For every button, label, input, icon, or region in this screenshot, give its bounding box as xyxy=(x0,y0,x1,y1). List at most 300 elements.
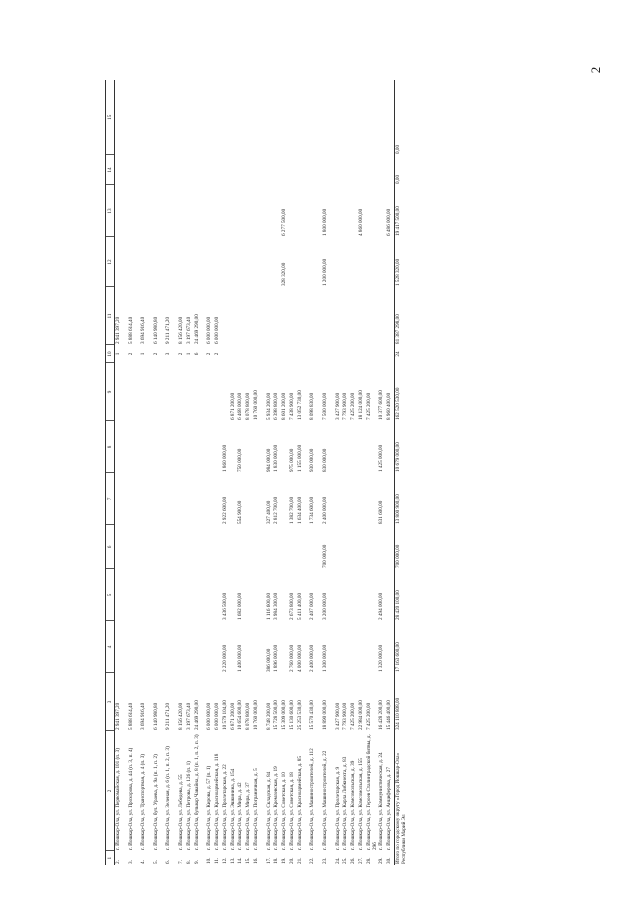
column-header-3: 3 xyxy=(106,673,115,731)
column-header-9: 9 xyxy=(106,363,115,421)
value-cell xyxy=(335,287,343,345)
value-cell: 18 124 000,00 xyxy=(357,390,364,420)
value-cell: 1 860 000,00 xyxy=(221,444,228,472)
value-cell xyxy=(178,621,186,673)
value-cell xyxy=(253,473,266,525)
value-cell xyxy=(245,237,253,287)
value-cell xyxy=(230,621,238,673)
address-cell: г. Йошкар-Ола, ул. Транспортная, д. 4 (п. 3) xyxy=(140,753,147,850)
row-number: 18. xyxy=(273,857,280,864)
row-number: 24. xyxy=(334,857,341,864)
address-cell: г. Йошкар-Ола, ул. Машиностроителей, д. 22 xyxy=(321,750,328,850)
table-row xyxy=(358,80,366,865)
value-cell xyxy=(186,421,194,473)
value-cell: 830 000,00 xyxy=(321,448,328,472)
value-cell xyxy=(222,345,230,363)
value-cell xyxy=(186,155,194,185)
value-cell: 6 000 000,00 xyxy=(206,702,213,730)
value-cell xyxy=(237,525,245,569)
value-cell xyxy=(186,237,194,287)
value-cell xyxy=(214,237,222,287)
value-cell xyxy=(253,621,266,673)
value-cell xyxy=(178,473,186,525)
table-row xyxy=(342,80,350,865)
value-cell xyxy=(366,569,379,621)
address-cell: г. Йошкар-Ола, ул. Складская, д. 84 xyxy=(265,771,272,850)
value-cell: 3 427 900,00 xyxy=(334,702,341,730)
column-header-4: 4 xyxy=(106,621,115,673)
row-number: 8. xyxy=(185,860,192,864)
value-cell xyxy=(350,80,358,155)
value-cell xyxy=(230,80,238,155)
column-header-11: 11 xyxy=(106,287,115,345)
value-cell: 3 694 916,40 xyxy=(140,702,147,730)
row-number: 10. xyxy=(206,857,213,864)
value-cell: 13 052 730,00 xyxy=(296,390,303,420)
value-cell xyxy=(386,287,394,345)
value-cell xyxy=(245,345,253,363)
value-cell xyxy=(350,473,358,525)
table-row xyxy=(178,80,186,865)
value-cell xyxy=(230,525,238,569)
value-cell xyxy=(350,621,358,673)
row-number: 6. xyxy=(165,860,172,864)
value-cell xyxy=(214,569,222,621)
address-cell: г. Йошкар-Ола, ул. Зеленая, д. 6 (п. 1, п. 2, п. 3) xyxy=(165,746,172,850)
value-cell xyxy=(281,421,289,473)
value-cell xyxy=(214,421,222,473)
row-number: 3. xyxy=(127,860,134,864)
table-row xyxy=(165,80,178,865)
value-cell xyxy=(245,525,253,569)
value-cell: 10 760 000,00 xyxy=(252,390,259,420)
value-cell xyxy=(281,525,289,569)
value-cell xyxy=(165,473,178,525)
value-cell xyxy=(230,345,238,363)
total-value-cell: 0,00 xyxy=(394,80,407,155)
value-cell: 2 xyxy=(152,352,159,356)
value-cell: 10 760 000,00 xyxy=(252,700,259,730)
value-cell: 1 116 600,00 xyxy=(265,592,272,620)
value-cell xyxy=(253,421,266,473)
value-cell xyxy=(230,569,238,621)
table-row xyxy=(206,80,214,865)
value-cell: 2 812 700,00 xyxy=(273,496,280,524)
value-cell xyxy=(273,185,281,237)
value-cell xyxy=(342,345,350,363)
value-cell xyxy=(214,525,222,569)
value-cell xyxy=(273,525,281,569)
value-cell xyxy=(153,525,166,569)
value-cell xyxy=(289,155,297,185)
value-cell xyxy=(214,155,222,185)
address-cell: г. Йошкар-Ола, ул. Пограничная, д. 5 xyxy=(252,768,259,850)
value-cell: 831 600,00 xyxy=(378,500,385,524)
value-cell xyxy=(128,525,141,569)
value-cell xyxy=(358,287,366,345)
financing-table xyxy=(105,80,407,865)
value-cell xyxy=(128,621,141,673)
value-cell: 16 428 200,00 xyxy=(378,700,385,730)
value-cell xyxy=(335,345,343,363)
value-cell xyxy=(165,363,178,421)
address-cell: г. Йошкар-Ола, ул. Советская, д. 10 xyxy=(281,772,288,850)
value-cell xyxy=(230,287,238,345)
row-number: 12. xyxy=(221,857,228,864)
value-cell xyxy=(253,525,266,569)
value-cell xyxy=(342,421,350,473)
value-cell xyxy=(153,473,166,525)
value-cell xyxy=(266,80,274,155)
value-cell xyxy=(335,155,343,185)
value-cell xyxy=(358,237,366,287)
value-cell xyxy=(366,525,379,569)
value-cell xyxy=(342,287,350,345)
value-cell: 3 197 673,40 xyxy=(185,702,192,730)
value-cell: 2 941 397,20 xyxy=(115,316,121,344)
value-cell: 1 682 000,00 xyxy=(237,592,244,620)
row-number: 29. xyxy=(378,857,385,864)
row-number: 11. xyxy=(213,857,220,864)
column-header-1: 1 xyxy=(106,851,115,865)
value-cell xyxy=(289,185,297,237)
value-cell xyxy=(350,237,358,287)
value-cell xyxy=(350,155,358,185)
value-cell xyxy=(281,345,289,363)
value-cell: 9 211 471,20 xyxy=(165,702,172,730)
total-value-cell: 0,00 xyxy=(394,155,407,185)
table-row xyxy=(366,80,379,865)
value-cell xyxy=(378,185,386,237)
value-cell xyxy=(194,80,207,155)
value-cell: 2 xyxy=(206,352,213,356)
value-cell xyxy=(165,185,178,237)
value-cell: 8 098 830,00 xyxy=(309,392,316,420)
value-cell xyxy=(378,80,386,155)
value-cell xyxy=(358,155,366,185)
value-cell: 2 xyxy=(213,352,220,356)
value-cell xyxy=(128,569,141,621)
address-cell: г. Йошкар-Ола, ул. Советская, д. 18 xyxy=(288,772,295,850)
value-cell xyxy=(153,363,166,421)
table-row xyxy=(378,80,386,865)
value-cell xyxy=(214,621,222,673)
value-cell xyxy=(245,421,253,473)
total-value-cell: 81 387 298,00 xyxy=(394,287,407,345)
value-cell xyxy=(178,80,186,155)
value-cell: 3 984 300,00 xyxy=(273,592,280,620)
value-cell xyxy=(178,185,186,237)
table-row xyxy=(153,80,166,865)
value-cell: 7 793 900,00 xyxy=(342,392,349,420)
value-cell xyxy=(165,569,178,621)
value-cell xyxy=(297,185,310,237)
value-cell xyxy=(342,473,350,525)
table-row xyxy=(245,80,253,865)
value-cell xyxy=(128,237,141,287)
value-cell xyxy=(206,473,214,525)
value-cell xyxy=(358,621,366,673)
value-cell xyxy=(237,287,245,345)
column-header-13: 13 xyxy=(106,185,115,237)
value-cell xyxy=(342,155,350,185)
column-header-12: 12 xyxy=(106,237,115,287)
row-number: 9. xyxy=(193,860,200,864)
value-cell xyxy=(206,237,214,287)
column-header-2: 2 xyxy=(106,731,115,851)
value-cell xyxy=(281,473,289,525)
value-cell xyxy=(153,185,166,237)
column-header-5: 5 xyxy=(106,569,115,621)
value-cell: 8 601 200,00 xyxy=(281,392,288,420)
value-cell: 3 200 000,00 xyxy=(321,592,328,620)
row-number: 17. xyxy=(265,857,272,864)
value-cell: 1 896 000,00 xyxy=(273,644,280,672)
value-cell xyxy=(222,525,230,569)
row-number: 19. xyxy=(281,857,288,864)
value-cell xyxy=(309,80,322,155)
value-cell: 5 888 614,40 xyxy=(127,702,134,730)
value-cell xyxy=(297,345,310,363)
value-cell xyxy=(206,80,214,155)
value-cell xyxy=(165,80,178,155)
value-cell: 1 320 000,00 xyxy=(378,644,385,672)
value-cell xyxy=(115,155,128,185)
value-cell xyxy=(253,155,266,185)
value-cell: 6 486 000,00 xyxy=(386,208,393,236)
address-cell: г. Йошкар-Ола, ул. Кремлевская, д. 19 xyxy=(273,766,280,850)
value-cell xyxy=(281,621,289,673)
address-cell: г. Йошкар-Ола, ул. Красноармейская, д. 118 xyxy=(213,753,220,850)
value-cell xyxy=(350,345,358,363)
value-cell: 1 300 000,00 xyxy=(321,644,328,672)
value-cell xyxy=(266,525,274,569)
total-value-cell: 700 000,00 xyxy=(394,525,407,569)
value-cell xyxy=(245,80,253,155)
table-row xyxy=(186,80,194,865)
value-cell xyxy=(253,185,266,237)
value-cell: 5 411 400,00 xyxy=(296,592,303,620)
value-cell xyxy=(230,185,238,237)
value-cell xyxy=(266,155,274,185)
row-number: 4. xyxy=(140,860,147,864)
total-value-cell: 28 420 100,00 xyxy=(394,569,407,621)
value-cell: 6 398 800,00 xyxy=(273,392,280,420)
value-cell xyxy=(378,155,386,185)
value-cell: 6 140 980,80 xyxy=(152,316,159,344)
value-cell xyxy=(335,525,343,569)
table-row xyxy=(140,80,153,865)
value-cell: 1 xyxy=(115,352,121,356)
value-cell xyxy=(206,421,214,473)
value-cell: 2 407 000,00 xyxy=(309,592,316,620)
table-row xyxy=(194,80,207,865)
address-cell: г. Йошкар-Ола, ул. Пролетарская, д. 22 xyxy=(221,764,228,850)
table-row xyxy=(253,80,266,865)
value-cell: 6 000 000,00 xyxy=(213,316,220,344)
address-cell: г. Йошкар-Ола, ул. Кирова, д. 57 (п. 1) xyxy=(206,765,213,850)
value-cell xyxy=(322,155,335,185)
value-cell xyxy=(165,525,178,569)
table-row xyxy=(386,80,394,865)
value-cell: 7 500 000,00 xyxy=(321,392,328,420)
value-cell: 5 888 614,40 xyxy=(127,316,134,344)
value-cell xyxy=(297,155,310,185)
value-cell xyxy=(386,237,394,287)
value-cell: 8 156 420,00 xyxy=(177,702,184,730)
address-cell: г. Йошкар-Ола, ул. Машиностроителей, д. 112 xyxy=(309,748,316,850)
total-value-cell: 324 110 808,00 xyxy=(394,673,407,731)
value-cell xyxy=(366,237,379,287)
value-cell xyxy=(237,345,245,363)
value-cell: 6 871 200,00 xyxy=(229,392,236,420)
value-cell xyxy=(386,525,394,569)
value-cell xyxy=(309,525,322,569)
value-cell xyxy=(206,621,214,673)
column-header-6: 6 xyxy=(106,525,115,569)
address-cell: г. Йошкар-Ола, ул. Эшкинина, д. 154 xyxy=(229,768,236,850)
value-cell xyxy=(230,421,238,473)
table-row xyxy=(237,80,245,865)
value-cell xyxy=(386,421,394,473)
value-cell xyxy=(206,185,214,237)
value-cell xyxy=(253,345,266,363)
address-cell: г. Йошкар-Ола, ул. Комсомольская, д. 155 xyxy=(357,758,364,850)
value-cell xyxy=(206,363,214,421)
value-cell: 24 469 290,00 xyxy=(193,700,200,730)
address-cell: г. Йошкар-Ола, ул. Мира, д. 37 xyxy=(245,782,252,850)
value-cell xyxy=(342,525,350,569)
value-cell: 3 xyxy=(165,352,172,356)
value-cell xyxy=(178,363,186,421)
value-cell xyxy=(194,569,207,621)
value-cell: 2 400 000,00 xyxy=(321,496,328,524)
row-number: 15. xyxy=(245,857,252,864)
value-cell xyxy=(289,287,297,345)
table-row xyxy=(266,80,274,865)
value-cell: 8 748 200,00 xyxy=(265,702,272,730)
value-cell: 7 425 200,00 xyxy=(350,392,357,420)
value-cell xyxy=(322,80,335,155)
value-cell xyxy=(289,345,297,363)
address-cell: г. Йошкар-Ола, бул. Ураева, д. 9а (п. 1, п. 2) xyxy=(152,754,159,850)
value-cell xyxy=(350,421,358,473)
value-cell: 5 934 200,00 xyxy=(265,392,272,420)
value-cell: 9 211 471,20 xyxy=(165,316,172,344)
value-cell xyxy=(386,473,394,525)
value-cell xyxy=(378,345,386,363)
value-cell: 4 860 000,00 xyxy=(357,208,364,236)
value-cell xyxy=(245,473,253,525)
value-cell xyxy=(115,421,128,473)
value-cell xyxy=(378,525,386,569)
value-cell: 22 984 000,00 xyxy=(357,700,364,730)
value-cell: 3 436 500,00 xyxy=(221,592,228,620)
value-cell xyxy=(358,525,366,569)
value-cell: 8 078 800,00 xyxy=(245,702,252,730)
row-number: 2. xyxy=(115,860,121,864)
total-row xyxy=(394,80,407,865)
value-cell xyxy=(194,185,207,237)
value-cell xyxy=(115,473,128,525)
value-cell xyxy=(350,569,358,621)
value-cell xyxy=(335,237,343,287)
table-row xyxy=(281,80,289,865)
value-cell xyxy=(335,473,343,525)
value-cell xyxy=(335,569,343,621)
table-row xyxy=(322,80,335,865)
value-cell xyxy=(297,525,310,569)
value-cell: 1 734 600,00 xyxy=(309,496,316,524)
value-cell: 6 871 200,00 xyxy=(229,702,236,730)
value-cell: 4 000 000,00 xyxy=(296,644,303,672)
value-cell xyxy=(309,185,322,237)
value-cell: 7 793 900,00 xyxy=(342,702,349,730)
value-cell: 15 130 600,00 xyxy=(288,700,295,730)
value-cell: 2 xyxy=(177,352,184,356)
value-cell xyxy=(386,569,394,621)
address-cell: г. Йошкар-Ола, ул. Мира, д. 42 xyxy=(237,782,244,850)
value-cell xyxy=(335,185,343,237)
value-cell: 2 494 000,00 xyxy=(378,592,385,620)
value-cell xyxy=(253,569,266,621)
value-cell: 1 400 000,00 xyxy=(237,644,244,672)
value-cell xyxy=(186,185,194,237)
address-cell: г. Йошкар-Ола, ул. Лебедева, д. 55 xyxy=(177,774,184,850)
column-header-7: 7 xyxy=(106,473,115,525)
table-row xyxy=(273,80,281,865)
address-cell: г. Йошкар-Ола, ул. Пролетарская, д. 9 xyxy=(334,766,341,850)
value-cell xyxy=(309,155,322,185)
value-cell: 6 140 980,80 xyxy=(152,702,159,730)
value-cell: 10 377 600,00 xyxy=(378,390,385,420)
value-cell: 6 277 500,00 xyxy=(281,208,288,236)
value-cell xyxy=(222,287,230,345)
value-cell xyxy=(366,80,379,155)
value-cell xyxy=(165,421,178,473)
value-cell xyxy=(128,421,141,473)
value-cell: 1 382 700,00 xyxy=(288,496,295,524)
value-cell xyxy=(222,237,230,287)
value-cell xyxy=(186,363,194,421)
value-cell: 15 570 430,00 xyxy=(309,700,316,730)
value-cell xyxy=(366,287,379,345)
value-cell xyxy=(245,621,253,673)
value-cell xyxy=(178,237,186,287)
row-number: 14. xyxy=(237,857,244,864)
value-cell xyxy=(178,421,186,473)
value-cell: 930 000,00 xyxy=(309,448,316,472)
table-row xyxy=(214,80,222,865)
row-number: 13. xyxy=(229,857,236,864)
value-cell xyxy=(194,621,207,673)
value-cell: 6 468 000,00 xyxy=(237,392,244,420)
value-cell: 2 922 600,00 xyxy=(221,496,228,524)
value-cell: 554 900,00 xyxy=(237,500,244,524)
value-cell xyxy=(366,621,379,673)
value-cell xyxy=(140,421,153,473)
row-number: 26. xyxy=(350,857,357,864)
value-cell xyxy=(237,185,245,237)
column-header-10: 10 xyxy=(106,345,115,363)
value-cell xyxy=(214,185,222,237)
total-value-cell: 24 xyxy=(394,345,407,363)
value-cell xyxy=(358,569,366,621)
value-cell xyxy=(273,155,281,185)
total-value-cell: 10 679 000,00 xyxy=(394,421,407,473)
value-cell: 2 760 000,00 xyxy=(288,644,295,672)
row-number: 30. xyxy=(386,857,393,864)
